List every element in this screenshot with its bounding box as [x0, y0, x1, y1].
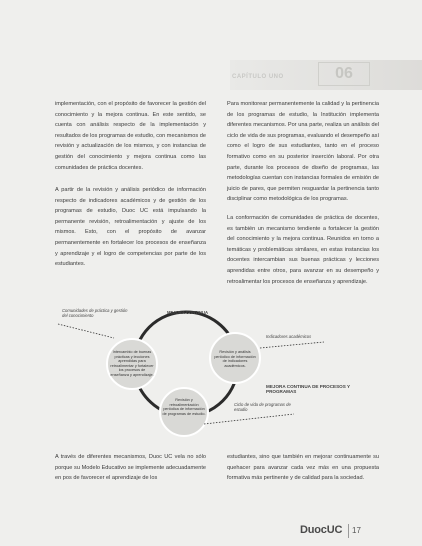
chapter-label: CAPÍTULO UNO [232, 74, 284, 80]
page-number: 17 [352, 526, 361, 535]
bottom-node-label: Revisión y retroalimentación periódica de información de programas de estudio. [162, 398, 206, 416]
indicators-label: Indicadores académicos [266, 334, 312, 339]
right-paragraph-2: La conformación de comunidades de práctica de docentes, es también un mecanismo tendiente a fortalecer la gestión del conocimiento y la mejora continua. Reunidos en torno a temáticas y problemáticas similares, en estas instancias los docentes intercambian sus buenas prácticas y lecciones aprendidas entre otros, para avanzar en su desempeño y retroalimentar los procesos de enseñanza y aprendizaje. [227, 215, 379, 285]
process-label: MEJORA CONTINUA DE PROCESOS Y PROGRAMAS [266, 384, 350, 394]
community-connector [58, 324, 114, 338]
bottom-left-paragraph: A través de diferentes mecanismos, Duoc UC vela no sólo porque su Modelo Educativo se implemente adecuadamente en pos de favorecer el aprendizaje de los [55, 454, 206, 482]
left-node-label: Intercambio de buenas prácticas y lecciones aprendidas para retroalimentar y fortalecer los procesos de enseñanza y aprendizaje. [110, 350, 154, 377]
indicators-connector [260, 342, 324, 348]
right-paragraph-1: Para monitorear permanentemente la calidad y la pertinencia de los programas de estudio, la Institución implementa diferentes mecanismos. Por una parte, realiza un análisis del ciclo de vida de sus programas, evaluando el desempeño así como el logro de sus estudiantes, tanto en el proceso formativo como en su posterior inserción laboral. Por otra parte, durante los procesos de diseño de programas, las metodologías cuentan con instancias formales de emisión de juicio de pares, que permiten resguardar la pertinencia tanto disciplinar como metodológica de los programas. [227, 101, 379, 203]
left-paragraph-2: A partir de la revisión y análisis periódico de información respecto de indicadores académicos y de gestión de los programas de estudio, Duoc UC está impulsando la permanente revisión, retroalimentación y ajuste de los mismos. Esto, con el propósito de avanzar permanentemente en fortalecer los procesos de enseñanza y aprendizaje y el logro de competencias por parte de los estudiantes. [55, 187, 206, 268]
cycle-label: Ciclo de vida de programas de estudio [234, 402, 291, 412]
page-number-rule [348, 524, 349, 538]
cycle-connector [204, 414, 294, 424]
community-label: Comunidades de práctica y gestión del conocimiento [62, 308, 128, 318]
left-paragraph-1: implementación, con el propósito de favorecer la gestión del conocimiento y la mejora continua. En este sentido, se cuenta con análisis respecto de la implementación y resultados de los programas de estudio, con mecanismos de revisión y actualización de los mismos, y con instancias de gestión del conocimiento y mejora continua como las comunidades de práctica docentes. [55, 101, 206, 171]
cycle-svg [54, 298, 384, 444]
right-node-label: Revisión y análisis periódico de información de indicadores académicos. [214, 350, 256, 368]
bottom-right-paragraph: estudiantes, sino que también en mejorar continuamente su quehacer para avanzar cada vez más en una propuesta formativa más pertinente y de calidad para la sociedad. [227, 454, 379, 482]
cycle-top-label: MEJORA CONTINUA [167, 310, 209, 315]
chapter-number: 06 [318, 62, 370, 86]
continuous-improvement-diagram [54, 298, 384, 444]
brand-logo: DuocUC [300, 524, 343, 536]
